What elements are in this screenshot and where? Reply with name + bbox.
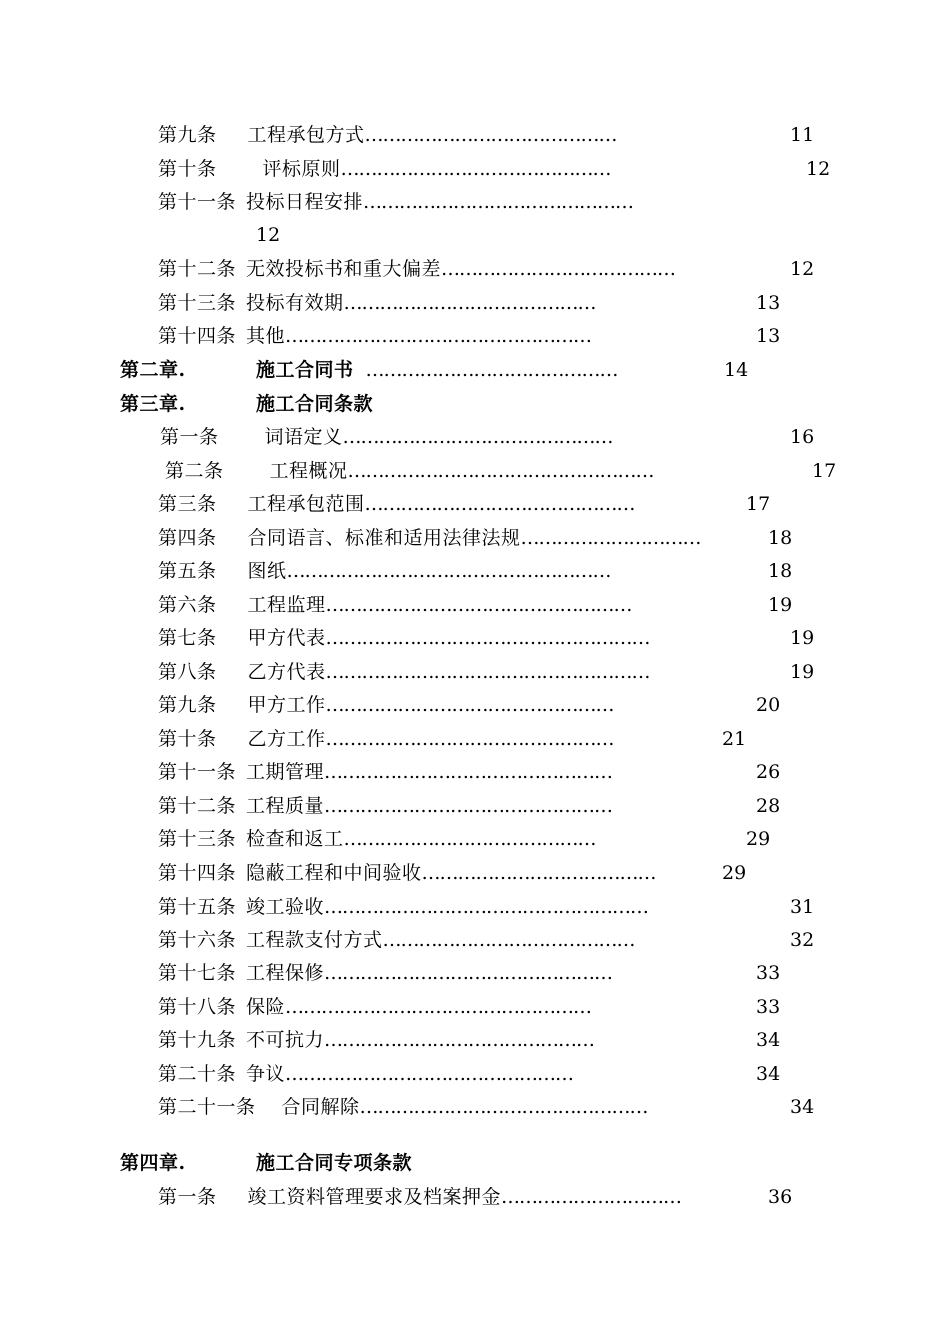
entry-number: 第十条 (158, 158, 217, 180)
entry-page: 13 (756, 325, 781, 347)
dot-leader: ………………………………………… (324, 761, 613, 783)
toc-entry[interactable] (158, 894, 648, 920)
dot-leader: ………………………………… (421, 862, 656, 884)
entry-number: 第五条 (158, 560, 217, 582)
entry-page: 13 (756, 292, 781, 314)
entry-title: 合同语言、标准和适用法律法规 (247, 527, 521, 549)
toc-entry[interactable] (158, 525, 701, 551)
entry-page: 16 (790, 426, 815, 448)
entry-title: 无效投标书和重大偏差 (246, 258, 442, 280)
dot-leader: ……………………………………………… (286, 560, 611, 582)
entry-number: 第一条 (158, 1186, 217, 1208)
dot-leader: ………………………………………… (359, 1096, 648, 1118)
dot-leader: …………………………………… (343, 828, 596, 850)
entry-page: 33 (756, 996, 781, 1018)
dot-leader: ………………………… (501, 1186, 682, 1208)
entry-page: 19 (790, 627, 815, 649)
entry-number: 第二十条 (158, 1063, 237, 1085)
entry-number: 第四条 (158, 527, 217, 549)
toc-entry[interactable] (158, 323, 591, 349)
dot-leader: ……………………………………… (363, 191, 634, 213)
entry-page: 18 (768, 560, 793, 582)
dot-leader: ……………………………………… (342, 426, 613, 448)
entry-title: 乙方工作 (247, 728, 326, 750)
toc-chapter-title[interactable] (256, 357, 618, 383)
dot-leader: …………………………………………… (285, 325, 592, 347)
dot-leader: …………………………………… (365, 359, 618, 381)
entry-page: 33 (756, 962, 781, 984)
toc-entry[interactable] (158, 759, 612, 785)
entry-title: 工程质量 (246, 795, 325, 817)
toc-entry[interactable] (160, 424, 613, 450)
dot-leader: …………………………………… (343, 292, 596, 314)
entry-title: 工期管理 (246, 761, 325, 783)
toc-entry[interactable] (158, 290, 596, 316)
entry-page: 19 (768, 594, 793, 616)
entry-number: 第二条 (165, 460, 224, 482)
toc-entry[interactable] (158, 122, 617, 148)
entry-number: 第十四条 (158, 325, 237, 347)
toc-chapter[interactable] (120, 1150, 186, 1176)
dot-leader: …………………………………………… (325, 594, 632, 616)
entry-number: 第十二条 (158, 795, 237, 817)
entry-number: 第十三条 (158, 828, 237, 850)
entry-page: 11 (790, 124, 815, 146)
toc-chapter[interactable] (120, 357, 186, 383)
entry-page: 29 (746, 828, 771, 850)
toc-entry[interactable] (158, 558, 611, 584)
dot-leader: ………………………………………… (324, 795, 613, 817)
toc-entry[interactable] (158, 156, 611, 182)
entry-page: 34 (756, 1063, 781, 1085)
dot-leader: ………………………………… (441, 258, 676, 280)
dot-leader: ………………………………………… (325, 694, 614, 716)
entry-page: 29 (722, 862, 747, 884)
dot-leader: ……………………………………… (340, 158, 611, 180)
entry-number: 第八条 (158, 661, 217, 683)
chapter-title: 施工合同书 (256, 359, 354, 381)
dot-leader: ……………………………………………… (325, 627, 650, 649)
entry-title: 投标日程安排 (246, 191, 364, 213)
dot-leader: ………………………………………… (285, 1063, 574, 1085)
toc-entry[interactable] (158, 1184, 681, 1210)
entry-number: 第十条 (158, 728, 217, 750)
chapter-title: 施工合同专项条款 (256, 1152, 413, 1174)
chapter-number: 第四章. (120, 1152, 186, 1174)
entry-number: 第十六条 (158, 929, 237, 951)
entry-title: 甲方代表 (247, 627, 326, 649)
entry-title: 工程款支付方式 (246, 929, 383, 951)
entry-number: 第三条 (158, 493, 217, 515)
toc-entry[interactable] (158, 860, 656, 886)
entry-title: 其他 (246, 325, 286, 347)
entry-page: 12 (790, 258, 815, 280)
entry-title: 工程监理 (247, 594, 326, 616)
entry-title: 竣工验收 (246, 896, 325, 918)
entry-number: 第十三条 (158, 292, 237, 314)
entry-number: 第十七条 (158, 962, 237, 984)
entry-page: 18 (768, 527, 793, 549)
entry-page: 19 (790, 661, 815, 683)
entry-page: 34 (790, 1096, 815, 1118)
entry-title: 竣工资料管理要求及档案押金 (247, 1186, 502, 1208)
entry-page: 26 (756, 761, 781, 783)
chapter-number: 第三章. (120, 393, 186, 415)
entry-title: 工程承包范围 (247, 493, 365, 515)
entry-title: 乙方代表 (247, 661, 326, 683)
toc-entry[interactable] (158, 189, 633, 215)
toc-chapter-title[interactable] (256, 1150, 412, 1176)
toc-entry[interactable] (158, 726, 614, 752)
entry-title: 词语定义 (264, 426, 343, 448)
entry-number: 第十八条 (158, 996, 237, 1018)
chapter-title: 施工合同条款 (256, 393, 374, 415)
toc-entry[interactable] (158, 994, 591, 1020)
dot-leader: ………………………………………… (324, 962, 613, 984)
toc-entry[interactable] (158, 1061, 573, 1087)
entry-number: 第十九条 (158, 1029, 237, 1051)
entry-page: 28 (756, 795, 781, 817)
dot-leader: ……………………………………… (324, 1029, 595, 1051)
entry-title: 图纸 (247, 560, 287, 582)
entry-page: 20 (756, 694, 781, 716)
toc-entry[interactable] (158, 491, 635, 517)
dot-leader: ………………………………………… (325, 728, 614, 750)
entry-page: 14 (724, 359, 749, 381)
dot-leader: ……………………………………………… (325, 661, 650, 683)
entry-title: 投标有效期 (246, 292, 344, 314)
entry-title: 争议 (246, 1063, 286, 1085)
toc-entry[interactable] (158, 1094, 648, 1120)
entry-number: 第七条 (158, 627, 217, 649)
toc-entry[interactable] (158, 692, 614, 718)
entry-number: 第六条 (158, 594, 217, 616)
entry-title: 工程概况 (269, 460, 348, 482)
entry-title: 甲方工作 (247, 694, 326, 716)
entry-title: 合同解除 (281, 1096, 360, 1118)
entry-number: 第十二条 (158, 258, 237, 280)
toc-entry[interactable] (158, 1027, 594, 1053)
entry-number: 第十四条 (158, 862, 237, 884)
toc-entry[interactable] (165, 458, 654, 484)
entry-page: 21 (722, 728, 747, 750)
entry-page: 17 (746, 493, 771, 515)
dot-leader: …………………………………………… (347, 460, 654, 482)
entry-title: 工程保修 (246, 962, 325, 984)
entry-page: 12 (256, 224, 281, 246)
entry-page: 12 (806, 158, 831, 180)
dot-leader: ……………………………………………… (324, 896, 649, 918)
toc-chapter[interactable] (120, 391, 186, 417)
entry-number: 第九条 (158, 124, 217, 146)
toc-entry[interactable] (158, 659, 650, 685)
toc-entry[interactable] (158, 592, 632, 618)
toc-entry[interactable] (158, 256, 675, 282)
entry-page: 31 (790, 896, 815, 918)
chapter-number: 第二章. (120, 359, 186, 381)
dot-leader: …………………………………… (382, 929, 635, 951)
entry-title: 保险 (246, 996, 286, 1018)
dot-leader: ………………………… (520, 527, 701, 549)
toc-entry[interactable] (158, 927, 635, 953)
entry-number: 第九条 (158, 694, 217, 716)
entry-title: 评标原则 (262, 158, 341, 180)
entry-page: 36 (768, 1186, 793, 1208)
entry-page: 32 (790, 929, 815, 951)
toc-chapter-title[interactable] (256, 391, 373, 417)
entry-title: 隐蔽工程和中间验收 (246, 862, 422, 884)
entry-number: 第一条 (160, 426, 219, 448)
entry-title: 工程承包方式 (247, 124, 365, 146)
toc-entry[interactable] (158, 793, 612, 819)
dot-leader: …………………………………… (364, 124, 617, 146)
dot-leader: …………………………………………… (285, 996, 592, 1018)
entry-number: 第十五条 (158, 896, 237, 918)
entry-page: 17 (812, 460, 837, 482)
toc-entry[interactable] (158, 625, 650, 651)
dot-leader: ……………………………………… (364, 493, 635, 515)
entry-number: 第二十一条 (158, 1096, 256, 1118)
entry-title: 不可抗力 (246, 1029, 325, 1051)
toc-entry[interactable] (158, 826, 596, 852)
entry-number: 第十一条 (158, 191, 237, 213)
entry-page: 34 (756, 1029, 781, 1051)
entry-title: 检查和返工 (246, 828, 344, 850)
toc-entry[interactable] (158, 960, 612, 986)
entry-number: 第十一条 (158, 761, 237, 783)
